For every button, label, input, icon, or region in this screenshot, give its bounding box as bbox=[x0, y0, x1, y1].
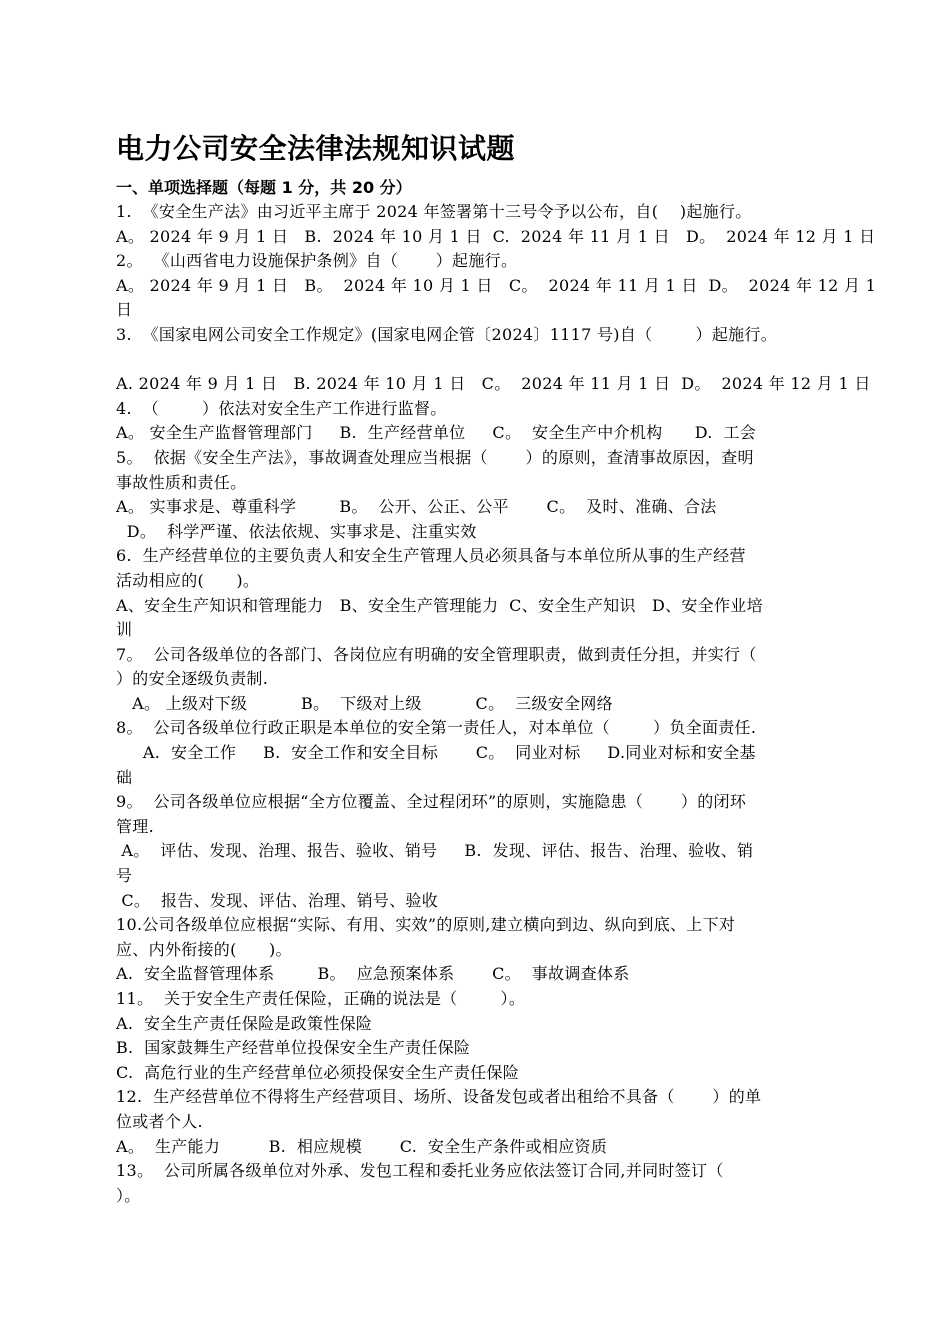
text-line: ）。 bbox=[116, 1185, 141, 1205]
text-line: A。 生产能力 B. 相应规模 C. 安全生产条件或相应资质 bbox=[116, 1136, 608, 1156]
text-line: 6. 生产经营单位的主要负责人和安全生产管理人员必须具备与本单位所从事的生产经营 bbox=[116, 546, 746, 566]
text-line: A。 2024 年 9 月 1 日 B. 2024 年 10 月 1 日 C. 2024 年 11 月 1 日 D。 2024 年 12 月 1 日 bbox=[116, 226, 876, 246]
text-line: 日 bbox=[116, 300, 133, 320]
text-line: 11。 关于安全生产责任保险，正确的说法是（ ）。 bbox=[116, 989, 526, 1008]
text-line: D。 科学严谨、依法依规、实事求是、注重实效 bbox=[116, 521, 477, 541]
text-line: 8。 公司各级单位行政正职是本单位的安全第一责任人，对本单位（ ）负全面责任. bbox=[116, 718, 757, 738]
text-line: 活动相应的( )。 bbox=[116, 570, 260, 590]
text-line: C. 高危行业的生产经营单位必须投保安全生产责任保险 bbox=[116, 1062, 520, 1082]
text-line: 管理. bbox=[116, 816, 154, 836]
text-line: 础 bbox=[116, 767, 133, 787]
text-line bbox=[116, 348, 872, 373]
section-heading: 一、单项选择题（每题 1 分，共 20 分） bbox=[116, 178, 412, 197]
text-line: 5。 依据《安全生产法》，事故调查处理应当根据（ ）的原则，查清事故原因，查明 bbox=[116, 447, 754, 467]
text-line: A。 实事求是、尊重科学 B。 公开、公正、公平 C。 及时、准确、合法 bbox=[116, 497, 717, 517]
document-title: 电力公司安全法律法规知识试题 bbox=[116, 132, 516, 165]
text-line: 9。 公司各级单位应根据“全方位覆盖、全过程闭环”的原则，实施隐患（ ）的闭环 bbox=[116, 792, 747, 812]
text-line: A。 上级对下级 B。 下级对上级 C。 三级安全网络 bbox=[116, 693, 613, 713]
text-line: C。 报告、发现、评估、治理、销号、验收 bbox=[116, 890, 439, 910]
document-page bbox=[116, 128, 877, 1208]
text-line: A. 安全工作 B. 安全工作和安全目标 C。 同业对标 D.同业对标和安全基 bbox=[116, 743, 756, 763]
text-line: 号 bbox=[116, 866, 133, 886]
text-line: A. 安全生产责任保险是政策性保险 bbox=[116, 1013, 373, 1033]
text-line: 训 bbox=[116, 620, 133, 640]
text-line: A、安全生产知识和管理能力 B、安全生产管理能力 C、安全生产知识 D、安全作业培 bbox=[116, 595, 763, 615]
text-line: A。 2024 年 9 月 1 日 B。 2024 年 10 月 1 日 C。 2024 年 11 月 1 日 D。 2024 年 12 月 1 bbox=[116, 275, 877, 295]
text-line: 3. 《国家电网公司安全工作规定》(国家电网企管〔2024〕1117 号)自（ ）起施行。 bbox=[116, 324, 778, 344]
text-line: 4. （ ）依法对安全生产工作进行监督。 bbox=[116, 398, 447, 418]
question-list bbox=[116, 200, 877, 1208]
text-line: A. 安全监督管理体系 B。 应急预案体系 C。 事故调查体系 bbox=[116, 964, 630, 984]
text-line: 12. 生产经营单位不得将生产经营项目、场所、设备发包或者出租给不具备（ ）的单 bbox=[116, 1087, 762, 1107]
text-line: 13。 公司所属各级单位对外承、发包工程和委托业务应依法签订合同,并同时签订（ bbox=[116, 1161, 724, 1181]
text-line: A. 2024 年 9 月 1 日 B. 2024 年 10 月 1 日 C。 2024 年 11 月 1 日 D。 2024 年 12 月 1 日 bbox=[116, 374, 871, 394]
text-line: 10.公司各级单位应根据“实际、有用、实效”的原则,建立横向到边、纵向到底、上下对 bbox=[116, 915, 736, 935]
text-line: 应、内外衔接的( )。 bbox=[116, 939, 292, 959]
text-line: 事故性质和责任。 bbox=[116, 472, 247, 492]
text-line: 2。 《山西省电力设施保护条例》自（ ）起施行。 bbox=[116, 251, 518, 271]
text-line: ）的安全逐级负责制. bbox=[116, 669, 269, 689]
text-line: 位或者个人. bbox=[116, 1111, 203, 1131]
text-line: 7。 公司各级单位的各部门、各岗位应有明确的安全管理职责，做到责任分担，并实行（ bbox=[116, 644, 757, 664]
text-line: B. 国家鼓舞生产经营单位投保安全生产责任保险 bbox=[116, 1038, 471, 1058]
text-line: 1. 《安全生产法》由习近平主席于 2024 年签署第十三号令予以公布，自( )起施行。 bbox=[116, 202, 752, 221]
text-line: A。 安全生产监督管理部门 B. 生产经营单位 C。 安全生产中介机构 D. 工会 bbox=[116, 423, 757, 443]
text-line: A。 评估、发现、治理、报告、验收、销号 B. 发现、评估、报告、治理、验收、销 bbox=[116, 841, 754, 861]
